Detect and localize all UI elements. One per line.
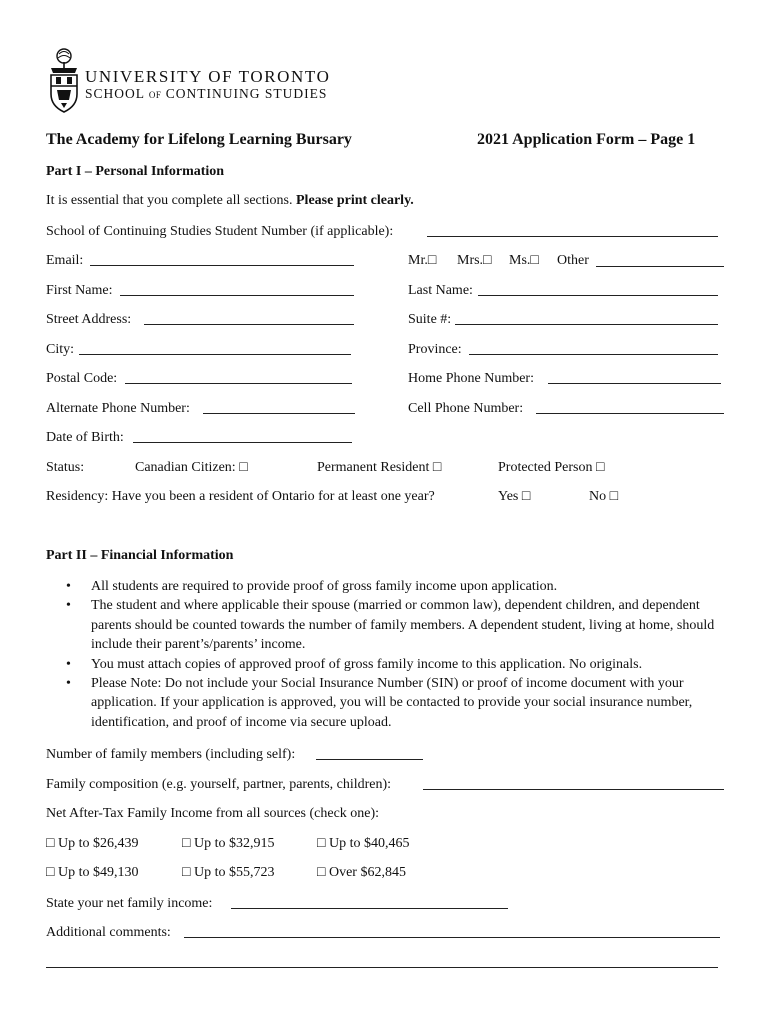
part1-intro: [46, 193, 414, 209]
student-number-label: School of Continuing Studies Student Number (if applicable):: [46, 224, 394, 239]
residency-question: Residency: Have you been a resident of Ontario for at least one year?: [46, 489, 435, 504]
title-mrs-checkbox[interactable]: Mrs.□: [457, 253, 492, 268]
first-name-field[interactable]: [120, 295, 354, 296]
additional-comments-field-line2[interactable]: [46, 967, 718, 968]
title-ms-checkbox[interactable]: Ms.□: [509, 253, 539, 268]
logo-school-word: SCHOOL: [85, 86, 145, 101]
status-canadian-citizen-checkbox[interactable]: Canadian Citizen: □: [135, 460, 248, 475]
list-item: • You must attach copies of approved proof of gross family income to this application. No originals.: [46, 655, 726, 674]
last-name-field[interactable]: [478, 295, 718, 296]
income-option-checkbox[interactable]: □ Up to $55,723: [182, 865, 275, 880]
family-composition-label: Family composition (e.g. yourself, partner, parents, children):: [46, 777, 392, 792]
date-of-birth-label: Date of Birth:: [46, 430, 124, 445]
logo-university-name: UNIVERSITY OF TORONTO: [85, 67, 331, 86]
additional-comments-field[interactable]: [184, 937, 720, 938]
email-label: Email:: [46, 253, 84, 268]
intro-text: It is essential that you complete all sections.: [46, 193, 296, 208]
income-option-checkbox[interactable]: □ Up to $40,465: [317, 836, 410, 851]
part2-heading: Part II – Financial Information: [46, 548, 234, 563]
logo-of-word: OF: [148, 90, 162, 100]
status-protected-person-checkbox[interactable]: Protected Person □: [498, 460, 605, 475]
cell-phone-label: Cell Phone Number:: [408, 401, 524, 416]
status-label: Status:: [46, 460, 85, 475]
title-other-field[interactable]: [596, 266, 724, 267]
suite-label: Suite #:: [408, 312, 452, 327]
date-of-birth-field[interactable]: [133, 442, 352, 443]
last-name-label: Last Name:: [408, 283, 473, 298]
student-number-field[interactable]: [427, 236, 718, 237]
list-item: • All students are required to provide proof of gross family income upon application.: [46, 577, 726, 596]
requirements-list: [46, 577, 726, 732]
list-item: • The student and where applicable their spouse (married or common law), dependent children, and dependent parents should be counted towards the number of family members. A dependent student, living at home, should include their parent’s/parents’ income.: [46, 596, 726, 654]
email-field[interactable]: [90, 265, 354, 266]
family-members-label: Number of family members (including self):: [46, 747, 296, 762]
intro-print-clearly: Please print clearly.: [296, 193, 414, 208]
income-question: Net After-Tax Family Income from all sources (check one):: [46, 806, 380, 821]
logo-school-name: [85, 86, 327, 102]
home-phone-field[interactable]: [548, 383, 721, 384]
family-composition-field[interactable]: [423, 789, 724, 790]
postal-code-label: Postal Code:: [46, 371, 118, 386]
university-crest-icon: [47, 48, 81, 114]
first-name-label: First Name:: [46, 283, 113, 298]
title-mr-checkbox[interactable]: Mr.□: [408, 253, 437, 268]
title-other-label: Other: [557, 253, 589, 268]
alternate-phone-label: Alternate Phone Number:: [46, 401, 190, 416]
family-members-field[interactable]: [316, 759, 423, 760]
net-income-label: State your net family income:: [46, 896, 213, 911]
net-income-field[interactable]: [231, 908, 508, 909]
residency-yes-checkbox[interactable]: Yes □: [498, 489, 531, 504]
income-option-checkbox[interactable]: □ Up to $26,439: [46, 836, 139, 851]
province-field[interactable]: [469, 354, 718, 355]
residency-no-checkbox[interactable]: No □: [589, 489, 619, 504]
additional-comments-label: Additional comments:: [46, 925, 171, 940]
form-page-title: 2021 Application Form – Page 1: [477, 131, 696, 148]
street-address-field[interactable]: [144, 324, 354, 325]
suite-field[interactable]: [455, 324, 718, 325]
city-field[interactable]: [79, 354, 351, 355]
home-phone-label: Home Phone Number:: [408, 371, 534, 386]
list-item: • Please Note: Do not include your Social Insurance Number (SIN) or proof of income document with your application. If your application is approved, you will be contacted to provide your social insurance number, identification, and proof of income via secure upload.: [46, 674, 726, 732]
province-label: Province:: [408, 342, 462, 357]
cell-phone-field[interactable]: [536, 413, 724, 414]
postal-code-field[interactable]: [125, 383, 352, 384]
part1-heading: Part I – Personal Information: [46, 164, 225, 179]
income-option-checkbox[interactable]: □ Up to $32,915: [182, 836, 275, 851]
alternate-phone-field[interactable]: [203, 413, 355, 414]
income-option-checkbox[interactable]: □ Up to $49,130: [46, 865, 139, 880]
form-title: The Academy for Lifelong Learning Bursary: [46, 131, 352, 148]
city-label: City:: [46, 342, 75, 357]
income-option-checkbox[interactable]: □ Over $62,845: [317, 865, 406, 880]
logo-continuing-studies: CONTINUING STUDIES: [165, 86, 328, 101]
status-permanent-resident-checkbox[interactable]: Permanent Resident □: [317, 460, 442, 475]
street-address-label: Street Address:: [46, 312, 132, 327]
